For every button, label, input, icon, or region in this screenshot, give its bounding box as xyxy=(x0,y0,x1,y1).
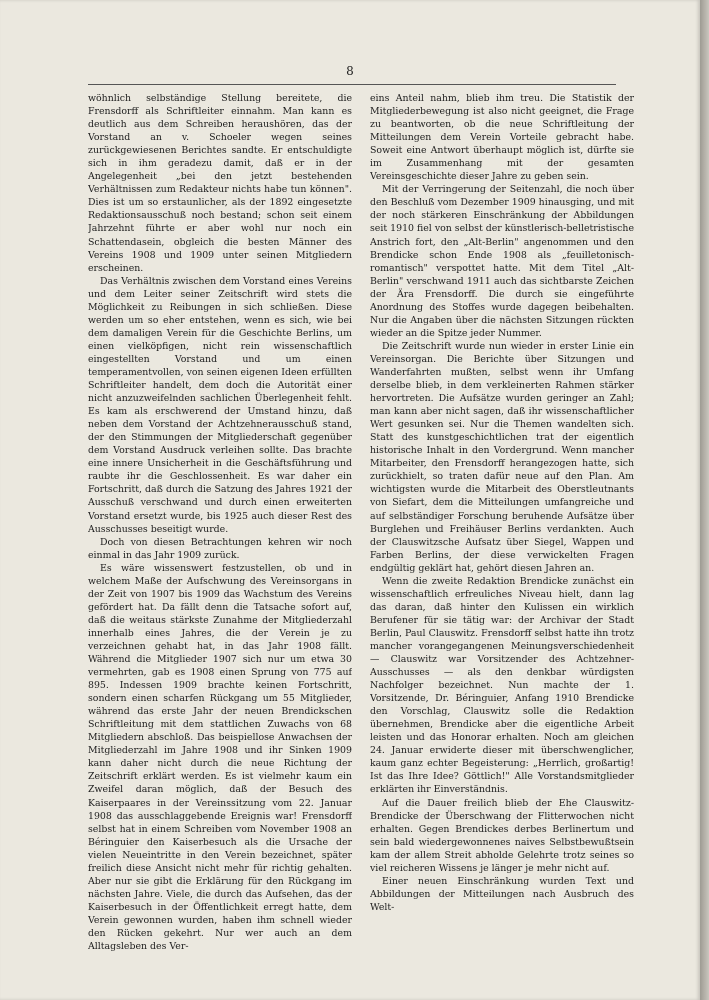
paragraph: Einer neuen Einschränkung wurden Text und Abbildungen der Mitteilungen nach Ausbruch des Welt- xyxy=(370,875,634,913)
right-column xyxy=(370,92,634,972)
paragraph: Die Zeitschrift wurde nun wieder in erster Linie ein Vereinsorgan. Die Berichte über Sitzungen und Wanderfahrten mußten, selbst wenn ihr Umfang derselbe blieb, in dem verkleinerten Rahmen stärker hervortreten. Die Aufsätze wurden geringer an Zahl; man kann aber nicht sagen, daß ihr wissenschaftlicher Wert gesunken sei. Nur die Themen wandelten sich. Statt des kunstgeschichtlichen trat der eigentlich historische Inhalt in den Vordergrund. Wenn mancher Mitarbeiter, den Frensdorff herangezogen hatte, sich zurückhielt, so traten dafür neue auf den Plan. Am wichtigsten wurde die Mitarbeit des Oberstleutnants von Siefart, dem die Mitteilungen umfangreiche und auf selbständiger Forschung beruhende Aufsätze über Burglehen und Freihäuser Berlins verdankten. Auch der Clauswitzsche Aufsatz über Siegel, Wappen und Farben Berlins, der diese verwickelten Fragen endgültig geklärt hat, gehört diesen Jahren an. xyxy=(370,340,634,574)
left-column xyxy=(88,92,352,972)
paragraph: Doch von diesen Betrachtungen kehren wir noch einmal in das Jahr 1909 zurück. xyxy=(88,536,352,561)
paragraph: Wenn die zweite Redaktion Brendicke zunächst ein wissenschaftlich erfreuliches Niveau hielt, dann lag das daran, daß hinter den Kulissen ein wirklich Berufener für sie tätig war: der Archivar der Stadt Berlin, Paul Clauswitz. Frensdorff selbst hatte ihn trotz mancher vorangegangenen Meinungsverschiedenheit — Clauswitz war Vorsitzender des Achtzehner-Ausschusses — als den denkbar würdigsten Nachfolger bezeichnet. Nun machte der 1. Vorsitzende, Dr. Béringuier, Anfang 1910 Brendicke den Vorschlag, Clauswitz solle die Redaktion übernehmen, Brendicke aber die eigentliche Arbeit leisten und das Honorar erhalten. Noch am gleichen 24. Januar erwiderte dieser mit überschwenglicher, kaum ganz echter Begeisterung: „Herrlich, großartig! Ist das Ihre Idee? Göttlich!" Alle Vorstandsmitglieder erklärten ihr Einverständnis. xyxy=(370,575,634,796)
paragraph: Auf die Dauer freilich blieb der Ehe Clauswitz-Brendicke der Überschwang der Flitterwochen nicht erhalten. Gegen Brendickes derbes Berlinertum und sein bald wiedergewonnenes naives Selbstbewußtsein kam der allem Streit abholde Gelehrte trotz seines so viel reicheren Wissens je länger je mehr nicht auf. xyxy=(370,797,634,874)
paragraph: wöhnlich selbständige Stellung bereitete, die Frensdorff als Schriftleiter einnahm. Man kann es deutlich aus dem Schreiben heraushören, das der Vorstand an v. Schoeler wegen seines zurückgewiesenen Berichtes sandte. Er entschuldigte sich in ihm geradezu damit, daß er in der Angelegenheit „bei den jetzt bestehenden Verhältnissen zum Redakteur nichts habe tun können". Dies ist um so erstaunlicher, als der 1892 eingesetzte Redaktionsausschuß noch bestand; schon seit einem Jahrzehnt führte er aber wohl nur noch ein Schattendasein, obgleich die besten Männer des Vereins 1908 und 1909 unter seinen Mitgliedern erscheinen. xyxy=(88,93,352,274)
paragraph: Mit der Verringerung der Seitenzahl, die noch über den Beschluß vom Dezember 1909 hinausging, und mit der noch stärkeren Einschränkung der Abbildungen seit 1910 fiel von selbst der künstlerisch-belletristische Anstrich fort, den „Alt-Berlin" angenommen und den Brendicke schon Ende 1908 als „feuilletonisch-romantisch" verspottet hatte. Mit dem Titel „Alt-Berlin" verschwand 1911 auch das sichtbarste Zeichen der Ära Frensdorff. Die durch sie eingeführte Anordnung des Stoffes wurde dagegen beibehalten. Nur die Angaben über die nächsten Sitzungen rückten wieder an die Spitze jeder Nummer. xyxy=(370,184,634,339)
page-edge xyxy=(700,0,709,1000)
paragraph: eins Anteil nahm, blieb ihm treu. Die Statistik der Mitgliederbewegung ist also nicht geeignet, die Frage zu beantworten, ob die neue Schriftleitung der Mitteilungen dem Verein Vorteile gebracht habe. Soweit eine Antwort überhaupt möglich ist, dürfte sie im Zusammenhang mit der gesamten Vereinsgeschichte dieser Jahre zu geben sein. xyxy=(370,93,634,183)
paragraph: Es wäre wissenswert festzustellen, ob und in welchem Maße der Aufschwung des Vereinsorgans in der Zeit von 1907 bis 1909 das Wachstum des Vereins gefördert hat. Da fällt denn die Tatsache sofort auf, daß die weitaus stärkste Zunahme der Mitgliederzahl innerhalb eines Jahres, die der Verein je zu verzeichnen gehabt hat, in das Jahr 1908 fällt. Während die Mitglieder 1907 sich nur um etwa 30 vermehrten, gab es 1908 einen Sprung von 775 auf 895. Indessen 1909 brachte keinen Fortschritt, sondern einen scharfen Rückgang um 55 Mitglieder, während das erste Jahr der neuen Brendickschen Schriftleitung mit dem stattlichen Zuwachs von 68 Mitgliedern abschloß. Das beispiellose Anwachsen der Mitgliederzahl im Jahre 1908 und ihr Sinken 1909 kann daher nicht durch die neue Richtung der Zeitschrift erklärt werden. Es ist vielmehr kaum ein Zweifel daran möglich, daß der Besuch des Kaiserpaares in der Vereinssitzung vom 22. Januar 1908 das ausschlaggebende Ereignis war! Frensdorff selbst hat in einem Schreiben vom November 1908 an Béringuier den Kaiserbesuch als die Ursache der vielen Neueintritte in den Verein bezeichnet, später freilich diese Ansicht nicht mehr für richtig gehalten. Aber nur sie gibt die Erklärung für den Rückgang im nächsten Jahre. Viele, die durch das Aufsehen, das der Kaiserbesuch in der Öffentlichkeit erregt hatte, dem Verein gewonnen wurden, haben ihm schnell wieder den Rücken gekehrt. Nur wer auch an dem Alltagsleben des Ver- xyxy=(88,562,352,953)
page-number: 8 xyxy=(346,64,354,78)
paragraph: Das Verhältnis zwischen dem Vorstand eines Vereins und dem Leiter seiner Zeitschrift wird stets die Möglichkeit zu Reibungen in sich schließen. Diese werden um so eher entstehen, wenn es sich, wie bei dem damaligen Verein für die Geschichte Berlins, um einen vielköpfigen, nicht rein wissenschaftlich eingestellten Vorstand und um einen temperamentvollen, von seinen eigenen Ideen erfüllten Schriftleiter handelt, dem doch die Autorität einer nicht anzuzweifelnden sachlichen Überlegenheit fehlt. Es kam als erschwerend der Umstand hinzu, daß neben dem Vorstand der Achtzehnerausschuß stand, der den Stimmungen der Mitgliederschaft gegenüber dem Vorstand Ausdruck verleihen sollte. Das brachte eine innere Unsicherheit in die Geschäftsführung und raubte ihr die Geschlossenheit. Es war daher ein Fortschritt, daß durch die Satzung des Jahres 1921 der Ausschuß verschwand und durch einen erweiterten Vorstand ersetzt wurde, bis 1925 auch dieser Rest des Ausschusses beseitigt wurde. xyxy=(88,275,352,535)
header-rule xyxy=(88,84,616,85)
